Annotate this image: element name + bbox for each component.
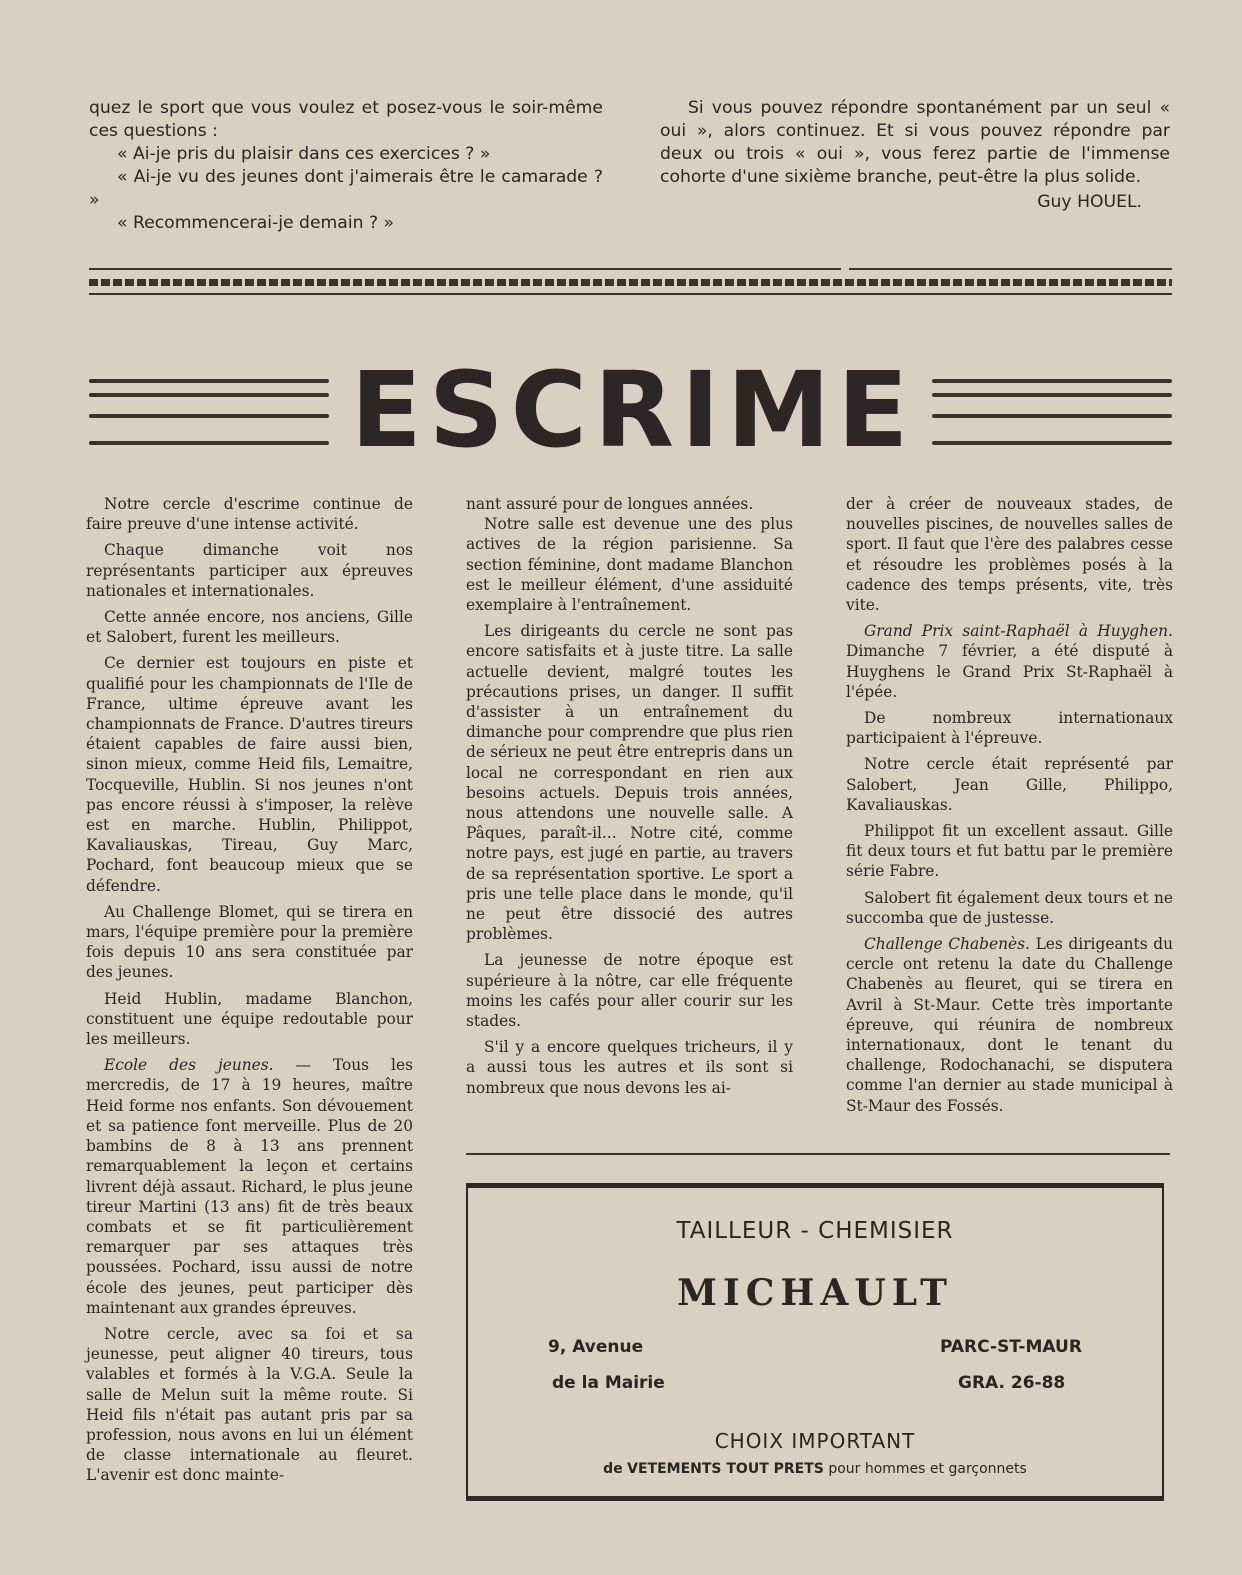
title-wave-line (932, 379, 1172, 383)
title-wave-line (89, 379, 329, 383)
intro-right-column (660, 97, 1170, 214)
ad-choice: CHOIX IMPORTANT (714, 1429, 916, 1453)
article-column-2 (466, 494, 793, 1104)
intro-question: « Ai-je vu des jeunes dont j'aimerais être le camarade ? » (89, 167, 603, 210)
intro-question: « Recommencerai-je demain ? » (117, 213, 395, 233)
article-paragraph: Notre cercle d'escrime continue de faire preuve d'une intense activité. (86, 495, 413, 534)
title-wave-line (932, 393, 1172, 397)
article-paragraph: Cette année encore, nos anciens, Gille et Salobert, furent les meilleurs. (86, 608, 413, 647)
article-paragraph: Notre salle est devenue une des plus actives de la région parisienne. Sa section féminine, dont madame Blanchon est le meilleur élément, d'une assiduité exemplaire à l'entraînement. (466, 515, 793, 615)
article-paragraph: Notre cercle était représenté par Salobert, Jean Gille, Philippo, Kavaliauskas. (846, 755, 1173, 814)
intro-paragraph: quez le sport que vous voulez et posez-vous le soir-même ces questions : (89, 98, 603, 141)
subheading-grand-prix: Grand Prix saint-Raphaël à Huyghen. (864, 622, 1173, 641)
article-paragraph: De nombreux internationaux participaient à l'épreuve. (846, 709, 1173, 748)
intro-left-column (89, 97, 603, 235)
article-column-1 (86, 494, 413, 1492)
ad-brand-name: MICHAULT (677, 1272, 953, 1314)
separator-line (89, 293, 1172, 295)
title-wave-line (932, 441, 1172, 445)
article-paragraph: nant assuré pour de longues années. (466, 495, 754, 513)
article-paragraph (86, 1055, 413, 1318)
article-paragraph: Philippot fit un excellent assaut. Gille fit deux tours et fut battu par le première série Fabre. (846, 822, 1173, 881)
article-paragraph (846, 934, 1173, 1116)
article-paragraph: der à créer de nouveaux stades, de nouvelles piscines, de nouvelles salles de sport. Il faut que l'ère des palabres cesse et résoudre les problèmes posés à la cadence des temps présents, vite, très vite. (846, 495, 1173, 615)
title-wave-line (89, 441, 329, 445)
article-paragraph: Heid Hublin, madame Blanchon, constituent une équipe redoutable pour les meilleurs. (86, 989, 413, 1049)
grand-prix-text: Dimanche 7 février, a été disputé à Huyghens le Grand Prix St-Raphaël à l'épée. (846, 642, 1173, 701)
title-wave-line (932, 414, 1172, 418)
article-paragraph: S'il y a encore quelques tricheurs, il y a aussi tous les autres et ils sont si nombreux que nous devons les ai- (466, 1038, 793, 1097)
ad-title: TAILLEUR - CHEMISIER (676, 1218, 954, 1244)
ecole-text: — Tous les mercredis, de 17 à 19 heures, maître Heid forme nos enfants. Son dévouement et sa patience font merveille. Plus de 20 bambins de 8 à 13 ans prennent remarquablement la leçon et certains livrent déjà assaut. Richard, le plus jeune tireur Martini (13 ans) fit de très beaux combats et se fit particulièrement remarquer par ses attaques très poussées. Pochard, issu aussi de notre école des jeunes, peut participer dès maintenant aux grandes épreuves. (86, 1056, 413, 1317)
advertisement-box (466, 1183, 1164, 1501)
ad-tagline-rest: pour hommes et garçonnets (828, 1461, 1027, 1477)
article-paragraph: Notre cercle, avec sa foi et sa jeunesse, peut aligner 40 tireurs, tous valables et formés à la V.G.A. Seule la salle de Melun suit la même route. Si Heid fils n'était pas autant pris par sa profession, nous avons en lui un élément de classe internationale au fleuret. L'avenir est donc mainte- (86, 1324, 413, 1485)
title-wave-line (89, 414, 329, 418)
separator-line (849, 268, 1172, 270)
article-paragraph: Salobert fit également deux tours et ne succomba que de justesse. (846, 888, 1173, 927)
challenge-text: Les dirigeants du cercle ont retenu la date du Challenge Chabenès au fleuret, qui se tirera en Avril à St-Maur. Cette très importante épreuve, qui réunira de nombreux internationaux, dont le tenant du challenge, Rodochanachi, se disputera comme l'an dernier au stade municipal à St-Maur des Fossés. (846, 935, 1173, 1115)
separator-line (89, 268, 841, 270)
ad-address-line-1: 9, Avenue (548, 1337, 644, 1357)
ad-place: PARC-ST-MAUR (940, 1337, 1082, 1357)
article-paragraph: Au Challenge Blomet, qui se tirera en mars, l'équipe première pour la première fois depuis 10 ans sera constituée par des jeunes. (86, 902, 413, 982)
ad-tagline (468, 1461, 1162, 1477)
title-wave-line (89, 393, 329, 397)
section-title: ESCRIME (350, 349, 916, 471)
subheading-ecole: Ecole des jeunes. (104, 1056, 274, 1075)
intro-conclusion: Si vous pouvez répondre spontanément par un seul « oui », alors continuez. Et si vous pouvez répondre par deux ou trois « oui », vous ferez partie de l'immense cohorte d'une sixième branche, peut-être la plus solide. (660, 98, 1170, 187)
ad-phone: GRA. 26-88 (958, 1373, 1066, 1393)
article-paragraph: Chaque dimanche voit nos représentants participer aux épreuves nationales et internationales. (86, 541, 413, 600)
subheading-challenge: Challenge Chabenès. (864, 935, 1030, 954)
ad-separator-line (466, 1153, 1170, 1155)
article-paragraph: Les dirigeants du cercle ne sont pas encore satisfaits et à juste titre. La salle actuelle devient, malgré toutes les précautions prises, un danger. Il suffit d'assister à un entraînement du dimanche pour comprendre que plus rien de sérieux ne peut être entrepris dans un local ne correspondant en rien aux besoins actuels. Depuis trois années, nous attendons une nouvelle salle. A Pâques, paraît-il... Notre cité, comme notre pays, est jugé en partie, au travers de sa représentation sportive. Le sport a pris une telle place dans le monde, qu'il ne peut être dissocié des autres problèmes. (466, 622, 793, 944)
ad-tagline-de: de (603, 1461, 623, 1477)
decorative-band (89, 279, 1172, 286)
article-paragraph (846, 621, 1173, 702)
author-signature: Guy HOUEL. (1037, 192, 1142, 212)
article-column-3 (846, 494, 1173, 1122)
article-paragraph: La jeunesse de notre époque est supérieure à la nôtre, car elle fréquente moins les cafés pour aller courir sur les stades. (466, 951, 793, 1031)
intro-question: « Ai-je pris du plaisir dans ces exercices ? » (117, 144, 491, 164)
article-paragraph: Ce dernier est toujours en piste et qualifié pour les championnats de l'Ile de France, ultime épreuve avant les championnats de France. D'autres tireurs étaient capables de faire aussi bien, sinon mieux, comme Heid fils, Lemaitre, Tocqueville, Hublin. Si nos jeunes n'ont pas encore réussi à s'imposer, la relève est en marche. Hublin, Philippot, Kavaliauskas, Tireau, Guy Marc, Pochard, font beaucoup mieux que se défendre. (86, 654, 413, 895)
ad-tagline-bold: VETEMENTS TOUT PRETS (627, 1461, 824, 1477)
ad-address-line-2: de la Mairie (552, 1373, 665, 1393)
